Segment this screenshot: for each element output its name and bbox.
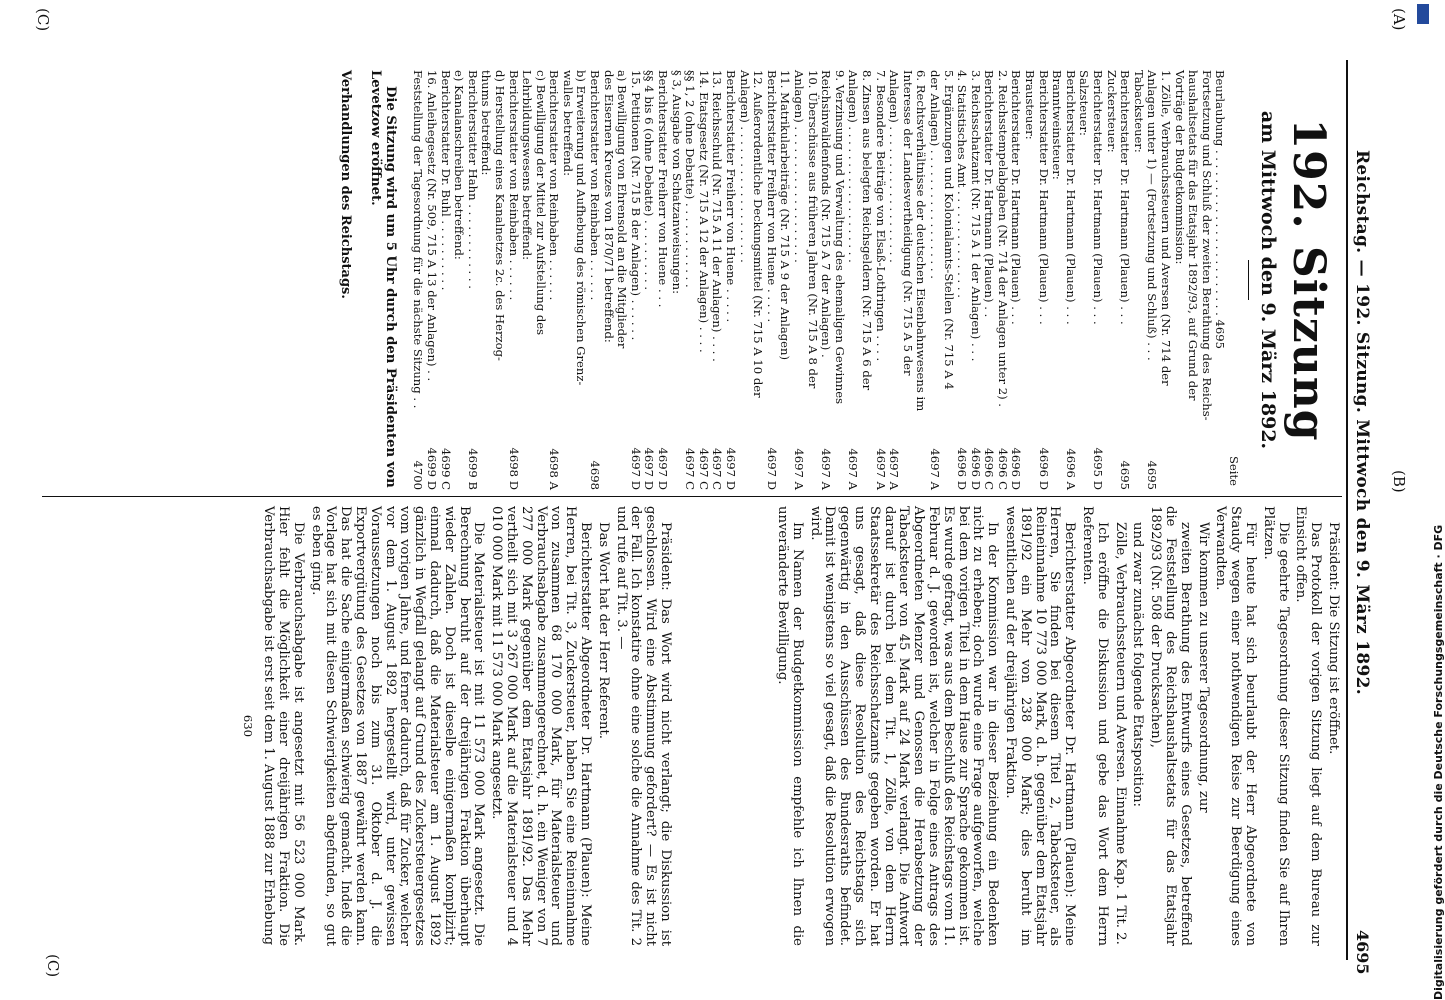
toc-entry-text: der Anlagen) . . . . . . . . . . . . . . . . . . — [927, 70, 942, 279]
session-date: am Mittwoch den 9. März 1892. — [1257, 110, 1279, 450]
margin-mark-a: (A) — [1390, 8, 1408, 31]
toc-entry-text: 15. Petitionen (Nr. 715 B der Anlagen) . . . . . . — [628, 70, 643, 341]
toc-entry — [778, 70, 792, 490]
toc-entry-text: 14. Etatsgesetz (Nr. 715 A 12 der Anlagen) . . . . — [696, 70, 711, 353]
toc-entry-page: 4697 C — [683, 447, 698, 490]
toc-entry — [1199, 70, 1213, 490]
toc-entry-text: 4. Statistisches Amt . . . . . . . . . . . . . . . — [955, 70, 970, 298]
toc-entry-text: Berichterstatter Dr. Hartmann (Plauen) . . . — [1009, 70, 1024, 325]
body-paragraph: Zölle, Verbrauchssteuern und Aversen. Einnahme Kap. 1 Tit. 2. — [1112, 522, 1128, 945]
toc-entry — [1186, 70, 1200, 490]
toc-entry — [411, 70, 425, 490]
toc-entry-text: Berichterstatter Dr. Hartmann (Plauen) . . — [982, 70, 997, 318]
toc-entry-text: a) Bewilligung von Ehrensold an die Mitglieder — [615, 70, 630, 349]
toc-entry-text: Vorträge der Budgetkommission: — [1172, 70, 1187, 265]
toc-entry-text: Feststellung der Tagesordnung für die nächste Sitzung . . — [411, 70, 426, 409]
toc-entry-page: 4697 D — [724, 447, 739, 490]
toc-entry-page: 4696 D — [1036, 447, 1051, 490]
toc-entry — [424, 70, 438, 490]
toc-entry-text: Berichterstatter Dr. Hartmann (Plauen) . . . — [1091, 70, 1106, 325]
running-title: Reichstag. — 192. Sitzung. Mittwoch den 9. März 1892. — [1352, 150, 1372, 695]
toc-entry-text: Anlagen) . . . . . . . . . . . . . . . . . . . — [846, 70, 861, 263]
toc-entry — [1009, 70, 1023, 490]
toc-entry-page: 4695 D — [1091, 447, 1106, 490]
toc-entry-text: Berichterstatter Dr. Hartmann (Plauen) . . . — [1036, 70, 1051, 325]
toc-entry — [601, 70, 615, 490]
body-paragraph: Präsident: Das Wort wird nicht verlangt; die Diskussion ist geschlossen. Wird eine Abstimmung gefordert? — Es ist nicht der Fall. Ich konstatire ohne eine solche die Annahme des Tit. 2 und rufe auf Tit. 3. — — [613, 506, 673, 946]
toc-entry-page: 4696 C — [995, 447, 1010, 490]
toc-entry — [819, 70, 833, 490]
toc-entry-text: Anlagen) . . . . . . . . . . . . . . . . . . . — [792, 70, 806, 263]
toc-entry — [1090, 70, 1104, 490]
toc-entry-page: 4696 D — [1009, 447, 1024, 490]
toc-entry-page: 4697 A — [792, 448, 806, 490]
header-rule — [1346, 60, 1348, 960]
toc-entry-text: Berichterstatter Freiherr von Huene . . . . . — [724, 70, 739, 323]
toc-entry-text: Fortsetzung und Schluß der zweiten Berathung des Reichs- — [1199, 70, 1214, 421]
toc-column — [0, 70, 1340, 490]
toc-entry — [751, 70, 765, 490]
margin-mark-c: (C) — [44, 954, 62, 978]
toc-entry — [628, 70, 642, 490]
body-paragraph: Berichterstatter Abgeordneter Dr. Hartmann (Plauen): Meine Herren, Sie finden bei diesem Titel 2, Tabacksteuer, als Reineinnahme 10 773 000 Mark, d. h. gegenüber dem Etatsjahr 1891/92 ein Mehr von 238 000 Mark; dies beruht im wesentlichen auf der dreijährigen Fraktion. — [1003, 506, 1078, 946]
sheet-number: 630 — [241, 714, 256, 738]
toc-entry-text: walles betreffend: — [560, 70, 575, 176]
toc-entry — [520, 70, 534, 490]
toc-entry-text: § 3, Ausgabe von Schatzanweisungen: — [669, 70, 684, 294]
toc-entry — [1077, 70, 1091, 490]
toc-intro-text: Beurlaubung . . . . . . . . . . . . . . . . . . . . . . . 4695 — [1213, 70, 1228, 349]
toc-entry — [560, 70, 574, 490]
toc-entry — [941, 70, 955, 490]
toc-entry-text: Berichterstatter Hahn . . . . . . . . . . . . — [465, 70, 480, 289]
body-paragraph: Im Namen der Budgetkommission empfehle ich Ihnen die unveränderte Bewilligung. — [775, 506, 805, 946]
toc-entry-page: 4698 D — [506, 447, 521, 490]
dfg-logo-icon — [1417, 4, 1429, 24]
toc-entry-text: 2. Reichsstempelabgaben (Nr. 714 der Anlagen unter 2) . — [995, 70, 1010, 407]
toc-entry-page: 4699 D — [424, 447, 439, 490]
body-paragraph: zweiten Berathung des Entwurfs eines Gesetzes, betreffend die Feststellung des Reichshaushaltsetats für das Etatsjahr 1892/93 (Nr. 508 der Drucksachen), — [1148, 506, 1193, 946]
toc-entry-text: Brausteuer: — [1023, 70, 1038, 140]
toc-entry — [1036, 70, 1050, 490]
toc-entry-page: 4697 A — [846, 448, 861, 490]
toc-entry — [1131, 70, 1145, 490]
toc-entry-page: 4697 D — [656, 447, 671, 490]
toc-entry-text: 8. Zinsen aus belegten Reichsgeldern (Nr. 715 A 6 der — [859, 70, 874, 391]
toc-entry-page: 4700 — [411, 460, 426, 490]
toc-entry-page: 4699 B — [465, 448, 480, 490]
body-paragraph: Ich eröffne die Diskussion und gebe das Wort dem Herrn Referenten. — [1080, 506, 1110, 946]
toc-entry-text: Salzsteuer: — [1077, 70, 1092, 136]
toc-entry — [479, 70, 493, 490]
toc-entry-page: 4697 C — [710, 447, 725, 490]
margin-mark-b: (B) — [1390, 470, 1408, 493]
toc-entry — [873, 70, 887, 490]
toc-entry-text: Berichterstatter Freiherr von Huene . . . . . — [764, 70, 779, 323]
toc-entry-page: 4697 A — [873, 448, 888, 490]
toc-entry-text: Berichterstatter Freiherr von Huene . . . — [656, 70, 671, 308]
toc-entry-page: 4699 C — [438, 447, 453, 490]
toc-entry — [1172, 70, 1186, 490]
body-paragraph: Die Verbrauchsabgabe ist angesetzt mit 56 523 000 Mark. Hier fehlt die Möglichkeit einer dreijährigen Fraktion. Die Verbrauchsabgabe ist erst seit dem 1. August 1888 zur Erhebung — [261, 506, 306, 946]
toc-entry-page: 4697 A — [819, 448, 834, 490]
toc-footer: Verhandlungen des Reichstags. — [338, 70, 354, 299]
body-paragraph: Für heute hat sich beurlaubt der Herr Abgeordnete von Staudy wegen einer nothwendigen Reise zur Beerdigung eines Verwandten. — [1213, 506, 1259, 946]
toc-entry — [506, 70, 520, 490]
toc-entry — [669, 70, 683, 490]
toc-entry-text: Interesse der Landesvertheidigung (Nr. 715 A 5 der — [900, 70, 915, 376]
toc-entry-text: 12. Außerordentliche Deckungsmittel (Nr. 715 A 10 der — [751, 70, 766, 398]
body-paragraph: Das Protokoll der vorigen Sitzung liegt auf dem Bureau zur Einsicht offen. — [1293, 506, 1324, 946]
toc-entry-text: 16. Anleihegesetz (Nr. 509, 715 A 13 der Anlagen) . . — [424, 70, 439, 382]
toc-entry — [655, 70, 669, 490]
toc-entry-text: c) Bewilligung der Mittel zur Aufstellung des — [533, 70, 548, 336]
toc-entry-text: haushaltsetats für das Etatsjahr 1892/93, auf Grund der — [1186, 70, 1201, 401]
toc-entry-text: Anlagen unter 1) — (Fortsetzung und Schluß) . . . — [1145, 70, 1160, 361]
toc-entry — [1063, 70, 1077, 490]
toc-entry-text: 5. Ergänzungen und Kolonialamts-Stellen (Nr. 715 A 4 — [941, 70, 956, 390]
body-paragraph: Die Materialsteuer ist mit 11 573 000 Mark angesetzt. Die Berechnung beruht auf der dreijährigen Fraktion überhaupt wieder Zahlen. Doch ist dieselbe einigermaßen komplizirt; einmal dadurch, daß die Materialsteuer am 1. August 1892 gänzlich in Wegfall gelangt auf Grund des Zuckersteuergesetzes vom vorigen Jahre, und ferner dadurch, daß für Zucker, welcher vor dem 1. August 1892 hergestellt wird, unter gewissen Voraussetzungen noch bis zum 31. Oktober d. J. die Exportvergütung des Gesetzes von 1887 gewährt werden kann. Das hat die Sache einigermaßen schwierig gemacht. Indeß die Vorlage hat sich mit diesen Schwierigkeiten abgefunden, so gut es eben ging. — [308, 506, 487, 946]
seite-label: Seite — [1227, 455, 1241, 486]
toc-entry — [805, 70, 819, 490]
toc-entry-page: 4697 D — [764, 447, 779, 490]
toc-entry-text: Branntweinsteuer: — [1050, 70, 1065, 180]
body-right-paragraphs — [774, 506, 1340, 946]
body-paragraph: Präsident: Die Sitzung ist eröffnet. — [1326, 522, 1341, 755]
toc-entry — [995, 70, 1009, 490]
body-paragraph: Die geehrte Tagesordnung dieser Sitzung finden Sie auf Ihren Plätzen. — [1260, 506, 1291, 946]
toc-entry — [588, 70, 602, 490]
column-divider — [42, 496, 1342, 497]
toc-intro — [1213, 70, 1227, 490]
toc-entry — [982, 70, 996, 490]
toc-entry-text: b) Erweiterung und Aufhebung des römischen Grenz- — [574, 70, 589, 386]
toc-entry — [533, 70, 547, 490]
body-column-top — [680, 506, 1340, 946]
toc-entry-page: 4696 D — [955, 447, 970, 490]
toc-entry-text: Berichterstatter Dr. Buhl . . . . . . . . . . — [438, 70, 453, 291]
toc-entry — [723, 70, 737, 490]
page-number: 4695 — [1353, 930, 1372, 975]
toc-entry — [1023, 70, 1037, 490]
toc-entry-page: 4695 — [1145, 460, 1160, 490]
toc-entry — [1050, 70, 1064, 490]
dfg-sidebar — [1414, 0, 1445, 1000]
margin-mark-b-bottom: (C) — [34, 8, 52, 32]
toc-entry — [900, 70, 914, 490]
toc-entry-text: 6. Rechtsverhältnisse der deutschen Eisenbahnwesens im — [914, 70, 929, 412]
toc-entry-text: 13. Reichsschuld (Nr. 715 A 11 der Anlagen) . . . . — [710, 70, 725, 362]
toc-entry — [1158, 70, 1172, 490]
toc-entry-page: 4696 C — [982, 447, 997, 490]
toc-entry — [696, 70, 710, 490]
toc-entry-page: 4698 A — [547, 448, 562, 490]
toc-entry-text: 7. Besondere Beiträge von Elsaß-Lothringen . . . . — [873, 70, 888, 362]
toc-entry-text: 1. Zölle, Verbrauchssteuern und Aversen (Nr. 714 der — [1159, 70, 1174, 386]
toc-entry — [615, 70, 629, 490]
toc-list — [411, 70, 1213, 490]
toc-entry-text: Anlagen) . . . . . . . . . . . . . . . . . . . — [887, 70, 902, 263]
toc-entry-text: 10. Überschüsse aus früheren Jahren (Nr. 715 A 8 der — [805, 70, 820, 389]
toc-entry-text: §§ 1, 2 (ohne Debatte) . . . . . . . . . . . . — [683, 70, 698, 288]
toc-entry — [574, 70, 588, 490]
toc-entry-text: Berichterstatter von Reinbaben . . . . . . — [588, 70, 603, 301]
toc-entry — [1104, 70, 1118, 490]
toc-entry — [1118, 70, 1132, 490]
toc-entry-text: Anlagen) . . . . . . . . . . . . . . . . . . . — [737, 70, 752, 263]
toc-entry — [832, 70, 846, 490]
toc-entry-text: Lehrbildungswesens betreffend: — [520, 70, 535, 261]
toc-entry — [737, 70, 751, 490]
opening-sentence: Die Sitzung wird um 5 Uhr durch den Präsidenten von Levetzow eröffnet. — [367, 70, 398, 488]
toc-entry-text: thums betreffend: — [479, 70, 494, 176]
toc-entry-text: §§ 4 bis 6 (ohne Debatte) . . . . . . . . . . — [642, 70, 657, 291]
toc-entry-text: Zuckersteuer: — [1104, 70, 1119, 153]
session-title: 192. Sitzung — [1283, 118, 1334, 442]
toc-entry-page: 4697 D — [628, 447, 643, 490]
body-left-paragraphs — [260, 506, 672, 946]
toc-entry-page: 4697 A — [927, 448, 942, 490]
toc-entry-text: Berichterstatter Dr. Hartmann (Plauen) . . . — [1118, 70, 1133, 325]
toc-entry — [791, 70, 805, 490]
toc-entry-text: e) Kanalanschreiben betreffend: — [452, 70, 467, 260]
toc-entry — [764, 70, 778, 490]
toc-entry-page: 4697 A — [887, 448, 902, 490]
toc-entry — [547, 70, 561, 490]
toc-entry-page: 4698 — [588, 460, 603, 490]
toc-entry — [968, 70, 982, 490]
toc-entry-text: 3. Reichsschatzamt (Nr. 715 A 1 der Anlagen) . . . — [968, 70, 983, 362]
toc-entry-text: Berichterstatter von Reinbaben . . . . . . — [506, 70, 521, 301]
toc-entry-page: 4695 — [1118, 460, 1133, 490]
toc-entry — [492, 70, 506, 490]
toc-entry-text: 9. Verzinsung und Verwaltung des ehemaligen Gewinnes — [832, 70, 847, 405]
toc-entry — [683, 70, 697, 490]
toc-entry-text: d) Herstellung eines Kanalnetzes 2c. des Herzog- — [492, 70, 507, 361]
body-paragraph: Berichterstatter Abgeordneter Dr. Hartmann (Plauen): Meine Herren, bei Tit. 3, Zuckersteuer, haben Sie eine Reineinnahme von zusammen 68 170 000 Mark, für Materialsteuer und Verbrauchsabgabe zusammengerechnet, d. h. ein Weniger von 7 277 000 Mark gegenüber dem Etatsjahr 1891/92. Das Mehr vertheilt sich mit 3 267 000 Mark auf die Materialsteuer und 4 010 000 Mark mit 11 573 000 Mark angesetzt. — [489, 506, 594, 946]
toc-entry-text: Tabacksteuer: — [1131, 70, 1146, 153]
body-paragraph: und zwar zunächst folgende Etatsposition: — [1130, 522, 1146, 807]
toc-entry-page: 4697 D — [642, 447, 657, 490]
toc-entry-text: Berichterstatter Dr. Hartmann (Plauen) . . . — [1063, 70, 1078, 325]
toc-entry-page: 4696 A — [1063, 448, 1078, 490]
toc-entry — [710, 70, 724, 490]
toc-entry-text: Reichsinvalidenfonds (Nr. 715 A 7 der Anlagen) . — [819, 70, 834, 358]
body-paragraph: Das Wort hat der Herr Referent. — [595, 522, 611, 739]
toc-entry — [927, 70, 941, 490]
body-paragraph: Wir kommen zu unserer Tagesordnung, zur — [1195, 522, 1211, 813]
title-rule — [1248, 260, 1249, 300]
toc-entry — [887, 70, 901, 490]
toc-entry-page: 4697 C — [696, 447, 711, 490]
toc-entry — [642, 70, 656, 490]
toc-entry — [438, 70, 452, 490]
toc-entry — [1145, 70, 1159, 490]
toc-entry — [846, 70, 860, 490]
toc-entry-text: 11. Matrikularbeiträge (Nr. 715 A 9 der Anlagen) — [778, 70, 793, 361]
toc-entry — [465, 70, 479, 490]
toc-entry-text: des Eisernen Kreuzes von 1870/71 betreffend: — [601, 70, 616, 343]
body-paragraph: In der Kommission war in dieser Beziehung ein Bedenken nicht zu erheben; doch wurde eine Frage aufgeworfen, welche bei dem vorigen Titel in dem Hause zur Sprache gekommen ist. Es wurde gefragt, was aus dem Beschluß des Reichstags vom 11. Februar d. J. geworden ist, welcher in Folge eines Antrags des Abgeordneten Menzer und Genossen die Herabsetzung der Tabacksteuer von 45 Mark auf 24 Mark verlangt. Die Antwort darauf ist durch bei dem Tit. 1, Zölle, von dem Herrn Staatssekretär des Reichsschatzamts gegeben worden. Er hat uns gesagt, daß diese Resolution des Reichstags sich gegenwärtig in den Ausschüssen des Bundesraths befindet. Damit ist wenigstens so viel gesagt, daß die Resolution erwogen wird. — [807, 506, 1001, 946]
dfg-note: Digitalisierung gefördert durch die Deutsche Forschungsgemeinschaft · DFG — [1432, 524, 1445, 1000]
toc-entry — [452, 70, 466, 490]
toc-entry-page: 4696 D — [968, 447, 983, 490]
body-column-bottom — [32, 506, 672, 946]
toc-entry — [914, 70, 928, 490]
toc-entry — [955, 70, 969, 490]
toc-entry — [859, 70, 873, 490]
toc-entry-text: Berichterstatter von Reinbaben . . . . . . — [547, 70, 562, 301]
